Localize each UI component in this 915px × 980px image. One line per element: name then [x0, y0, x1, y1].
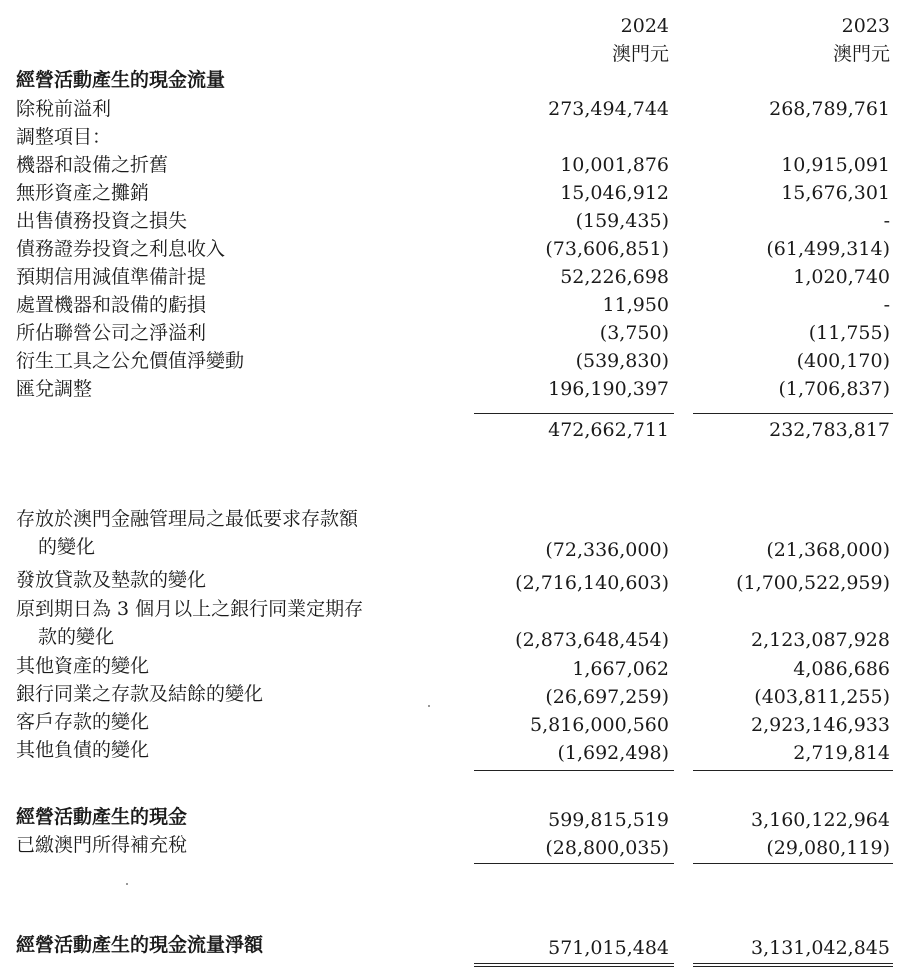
table-row-value-2024: 1,667,062 — [572, 658, 669, 680]
row-label-min-deposit-line1: 存放於澳門金融管理局之最低要求存款額 — [16, 508, 359, 530]
table-row-value-2023: 1,020,740 — [793, 266, 890, 288]
table-row-value-2024: 15,046,912 — [560, 182, 669, 204]
currency-2023-header: 澳門元 — [832, 43, 890, 65]
row-label-cash-generated: 經營活動產生的現金 — [16, 806, 188, 828]
table-row-label: 無形資產之攤銷 — [16, 182, 150, 204]
table-row-value-2024: (159,435) — [575, 210, 669, 232]
subtotal-rule-2023 — [693, 413, 893, 414]
row-label-loans: 發放貸款及墊款的變化 — [16, 569, 207, 591]
table-row-label: 衍生工具之公允價值淨變動 — [16, 350, 245, 372]
row-label-min-deposit-line2: 的變化 — [38, 536, 96, 558]
table-row-value-2024: (3,750) — [599, 322, 669, 344]
table-row-label: 機器和設備之折舊 — [16, 154, 169, 176]
currency-2024-header: 澳門元 — [611, 43, 669, 65]
table-row-value-2024: (26,697,259) — [545, 686, 669, 708]
table-row-value-2023: (61,499,314) — [766, 238, 890, 260]
row-label-net-operating-cash-flow: 經營活動產生的現金流量淨額 — [16, 934, 264, 956]
table-row-value-2023: 15,676,301 — [781, 182, 890, 204]
table-row-label: 其他資產的變化 — [16, 655, 150, 677]
row-value-2023-bank-deposits: 2,123,087,928 — [750, 629, 890, 651]
table-row-label: 匯兌調整 — [16, 378, 93, 400]
row-value-2024-profit-before-tax: 273,494,744 — [548, 98, 669, 120]
table-row-label: 預期信用減值準備計提 — [16, 266, 207, 288]
table-row-label: 所佔聯營公司之淨溢利 — [16, 322, 207, 344]
table-row-value-2023: (400,170) — [796, 350, 890, 372]
year-2024-header: 2024 — [620, 15, 669, 37]
scan-speck — [126, 883, 128, 885]
net-double-rule-bottom-2024 — [474, 966, 674, 967]
row-label-bank-deposits-line2: 款的變化 — [38, 626, 115, 648]
row-value-2023-profit-before-tax: 268,789,761 — [769, 98, 890, 120]
table-row-value-2024: (1,692,498) — [557, 742, 669, 764]
row-value-2024-min-deposit: (72,336,000) — [545, 539, 669, 561]
table-row-value-2023: (1,706,837) — [778, 378, 890, 400]
table-row-value-2024: (73,606,851) — [545, 238, 669, 260]
section2-rule-2023 — [693, 770, 893, 771]
row-value-2023-loans: (1,700,522,959) — [736, 572, 890, 594]
row-value-2023-tax-paid: (29,080,119) — [766, 837, 890, 859]
section-title-operating-cash-flow: 經營活動產生的現金流量 — [16, 69, 226, 91]
row-value-2024-tax-paid: (28,800,035) — [545, 837, 669, 859]
subtotal-value-2023: 232,783,817 — [769, 419, 890, 441]
table-row-label: 處置機器和設備的虧損 — [16, 294, 207, 316]
table-row-value-2023: (403,811,255) — [754, 686, 890, 708]
subtotal-rule-2024 — [474, 413, 674, 414]
table-row-label: 客戶存款的變化 — [16, 711, 150, 733]
table-row-value-2023: - — [883, 294, 890, 316]
row-value-2024-net-operating-cash-flow: 571,015,484 — [548, 937, 669, 959]
row-value-2024-cash-generated: 599,815,519 — [548, 809, 669, 831]
row-value-2023-net-operating-cash-flow: 3,131,042,845 — [750, 937, 890, 959]
row-label-tax-paid: 已繳澳門所得補充稅 — [16, 834, 188, 856]
table-row-value-2024: 10,001,876 — [560, 154, 669, 176]
net-double-rule-bottom-2023 — [693, 966, 893, 967]
section3-rule-2023 — [693, 863, 893, 864]
table-row-label: 其他負債的變化 — [16, 739, 150, 761]
table-row-value-2024: 11,950 — [602, 294, 669, 316]
table-row-value-2024: (539,830) — [575, 350, 669, 372]
row-value-2023-cash-generated: 3,160,122,964 — [750, 809, 890, 831]
scan-speck — [428, 705, 430, 707]
net-double-rule-top-2024 — [474, 963, 674, 964]
table-row-label: 銀行同業之存款及結餘的變化 — [16, 683, 264, 705]
table-row-value-2023: - — [883, 210, 890, 232]
row-label-profit-before-tax: 除稅前溢利 — [16, 98, 112, 120]
table-row-value-2023: (11,755) — [808, 322, 890, 344]
table-row-value-2023: 2,923,146,933 — [750, 714, 890, 736]
table-row-value-2023: 4,086,686 — [793, 658, 890, 680]
table-row-value-2024: 196,190,397 — [548, 378, 669, 400]
section2-rule-2024 — [474, 770, 674, 771]
table-row-value-2024: 5,816,000,560 — [529, 714, 669, 736]
row-label-bank-deposits-line1: 原到期日為 3 個月以上之銀行同業定期存 — [16, 598, 364, 620]
table-row-value-2023: 10,915,091 — [781, 154, 890, 176]
table-row-label: 出售債務投資之損失 — [16, 210, 188, 232]
year-2023-header: 2023 — [841, 15, 890, 37]
section3-rule-2024 — [474, 863, 674, 864]
table-row-value-2023: 2,719,814 — [793, 742, 890, 764]
subtotal-value-2024: 472,662,711 — [548, 419, 669, 441]
adjustments-label: 調整項目： — [16, 126, 112, 148]
table-row-label: 債務證券投資之利息收入 — [16, 238, 226, 260]
table-row-value-2024: 52,226,698 — [560, 266, 669, 288]
row-value-2024-bank-deposits: (2,873,648,454) — [515, 629, 669, 651]
row-value-2023-min-deposit: (21,368,000) — [766, 539, 890, 561]
row-value-2024-loans: (2,716,140,603) — [515, 572, 669, 594]
net-double-rule-top-2023 — [693, 963, 893, 964]
